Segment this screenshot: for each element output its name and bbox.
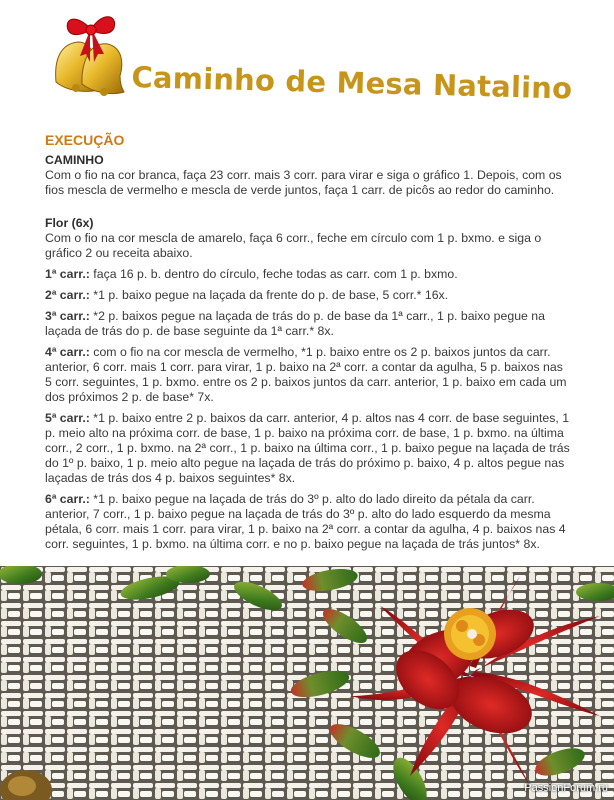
row-instruction	[45, 267, 573, 282]
row-instruction	[45, 288, 573, 303]
row-label: 6ª carr.:	[45, 492, 90, 506]
row-text: com o fio na cor mescla de vermelho, *1 p. baixo entre os 2 p. baixos juntos da carr. anterior, 6 corr. mais 1 corr. para virar, 1 p. baixo na 2ª corr. a contar da agulha, 5 p. baixos nas 5 corr. seguintes, 1 p. bxmo. entre os 2 p. baixos juntos da carr. anterior, 1 p. baixo em cada um dos próximos 2 p. de base* 7x.	[45, 345, 567, 404]
poinsettia-crochet-image	[0, 566, 614, 800]
page-title: Caminho de Mesa Natalino	[131, 60, 573, 106]
christmas-bells-icon	[46, 4, 134, 96]
row-instruction	[45, 309, 573, 339]
watermark: PassionForum.ru	[524, 782, 608, 794]
row-instruction	[45, 492, 573, 552]
section-title: EXECUÇÃO	[45, 132, 125, 148]
row-label: 1ª carr.:	[45, 267, 90, 281]
row-instruction	[45, 345, 573, 405]
row-text: *1 p. baixo pegue na laçada da frente do p. de base, 5 corr.* 16x.	[89, 288, 449, 302]
row-label: 3ª carr.:	[45, 309, 90, 323]
row-label: 4ª carr.:	[45, 345, 90, 359]
flor-intro: Com o fio na cor mescla de amarelo, faça 6 corr., feche em círculo com 1 p. bxmo. e siga o gráfico 2 ou receita abaixo.	[45, 231, 542, 260]
row-instruction	[45, 411, 573, 486]
row-label: 2ª carr.:	[45, 288, 90, 302]
flor-heading: Flor (6x)	[45, 216, 94, 230]
row-text: *2 p. baixos pegue na laçada de trás do p. de base da 1ª carr., 1 p. baixo pegue na laçada de trás do p. de base seguinte da 1ª carr.* 8x.	[45, 309, 545, 338]
row-text: *1 p. baixo entre 2 p. baixos da carr. anterior, 4 p. altos nas 4 corr. de base seguintes, 1 p. meio alto na próxima corr. de base, 1 p. baixo na próxima corr. de base, 1 p. bxmo. na última corr., 2 corr., 1 p. bxmo. na 2ª corr., 1 p. baixo na última corr., 1 p. baixo pegue na laçada de trás do 1º p. baixo, 1 p. meio alto pegue na laçada de trás do próximo p. baixo, 4 p. altos pegue nas laçadas de trás dos 4 p. baixos seguintes* 8x.	[45, 411, 570, 485]
crochet-photo	[0, 566, 614, 800]
caminho-heading: CAMINHO	[45, 153, 104, 167]
row-label: 5ª carr.:	[45, 411, 90, 425]
row-text: *1 p. baixo pegue na laçada de trás do 3º p. alto do lado direito da pétala da carr. anterior, 7 corr., 1 p. baixo pegue na laçada de trás do 3º p. alto do lado esquerdo da mesma pétala, 6 corr. mais 1 corr. para virar, 1 p. baixo na 2ª corr. a contar da agulha, 4 p. baixos nas 4 corr. seguintes, 1 p. bxmo. na última corr. e no p. baixo pegue na laçada de trás juntos* 8x.	[45, 492, 566, 551]
row-text: faça 16 p. b. dentro do círculo, feche todas as carr. com 1 p. bxmo.	[89, 267, 458, 281]
caminho-text: Com o fio na cor branca, faça 23 corr. mais 3 corr. para virar e siga o gráfico 1. Depois, com os fios mescla de vermelho e mescla de verde juntos, faça 1 carr. de picôs ao redor do caminho.	[45, 168, 562, 197]
instructions	[45, 133, 573, 558]
